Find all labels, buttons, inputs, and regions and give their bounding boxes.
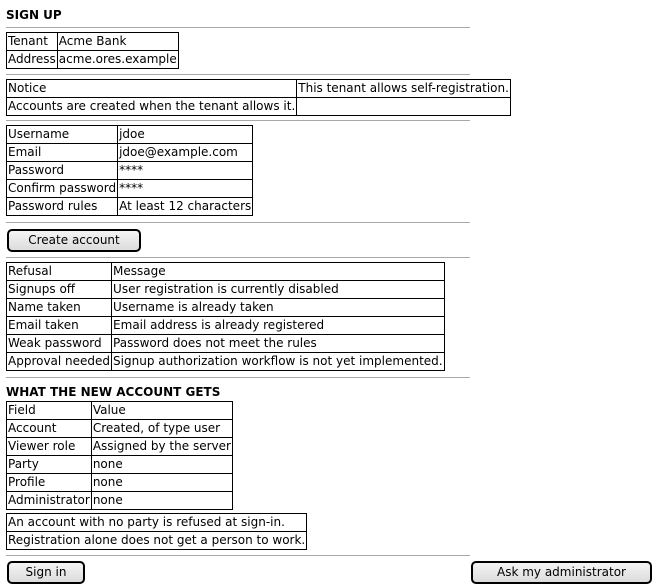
field-cell: Viewer role (7, 438, 92, 456)
password-field[interactable]: **** (118, 162, 253, 180)
note-cell: An account with no party is refused at sign-in. (7, 514, 307, 532)
message-cell: Signup authorization workflow is not yet implemented. (112, 353, 445, 371)
column-header: Field (7, 402, 92, 420)
message-cell: Username is already taken (112, 299, 445, 317)
column-header: Message (112, 263, 445, 281)
email-field[interactable]: jdoe@example.com (118, 144, 253, 162)
password-rules-label: Password rules (7, 198, 118, 216)
username-field[interactable]: jdoe (118, 126, 253, 144)
form-row (7, 144, 253, 162)
notice-empty-cell (297, 98, 511, 116)
value-cell: Assigned by the server (91, 438, 232, 456)
table-row (7, 492, 233, 510)
tenant-table (6, 32, 179, 69)
table-row (7, 281, 445, 299)
divider (6, 257, 470, 258)
password-rules-value: At least 12 characters (118, 198, 253, 216)
divider (6, 74, 470, 75)
username-label: Username (7, 126, 118, 144)
signup-form (6, 125, 253, 216)
email-label: Email (7, 144, 118, 162)
value-cell: none (91, 492, 232, 510)
table-row (7, 51, 179, 69)
address-value: acme.ores.example (57, 51, 178, 69)
divider (6, 27, 470, 28)
message-cell: Password does not meet the rules (112, 335, 445, 353)
divider (6, 120, 470, 121)
password-label: Password (7, 162, 118, 180)
confirm-password-label: Confirm password (7, 180, 118, 198)
message-cell: User registration is currently disabled (112, 281, 445, 299)
field-cell: Profile (7, 474, 92, 492)
notice-body: Accounts are created when the tenant allows it. (7, 98, 297, 116)
column-header: Refusal (7, 263, 112, 281)
table-row (7, 317, 445, 335)
refusal-cell: Email taken (7, 317, 112, 335)
ask-administrator-button[interactable]: Ask my administrator (471, 561, 652, 584)
note-cell: Registration alone does not get a person to work. (7, 532, 307, 550)
refusal-cell: Signups off (7, 281, 112, 299)
table-row (7, 420, 233, 438)
value-cell: none (91, 456, 232, 474)
field-cell: Party (7, 456, 92, 474)
message-cell: Email address is already registered (112, 317, 445, 335)
tenant-value: Acme Bank (57, 33, 178, 51)
table-row (7, 456, 233, 474)
refusals-table (6, 262, 445, 371)
field-cell: Account (7, 420, 92, 438)
table-row (7, 474, 233, 492)
page-title: SIGN UP (6, 8, 62, 22)
notice-header: Notice (7, 80, 297, 98)
table-row (7, 532, 307, 550)
address-label: Address (7, 51, 58, 69)
account-notes (6, 513, 307, 550)
divider (6, 377, 470, 378)
form-row (7, 180, 253, 198)
refusal-cell: Name taken (7, 299, 112, 317)
confirm-password-field[interactable]: **** (118, 180, 253, 198)
table-header-row (7, 263, 445, 281)
section-title: WHAT THE NEW ACCOUNT GETS (6, 385, 221, 399)
create-account-button[interactable]: Create account (7, 229, 141, 252)
value-cell: none (91, 474, 232, 492)
sign-in-button[interactable]: Sign in (7, 561, 85, 584)
tenant-label: Tenant (7, 33, 58, 51)
field-cell: Administrator (7, 492, 92, 510)
account-table (6, 401, 233, 510)
refusal-cell: Weak password (7, 335, 112, 353)
form-row (7, 198, 253, 216)
refusal-cell: Approval needed (7, 353, 112, 371)
value-cell: Created, of type user (91, 420, 232, 438)
table-row (7, 98, 511, 116)
form-row (7, 162, 253, 180)
table-row (7, 80, 511, 98)
table-row (7, 353, 445, 371)
form-row (7, 126, 253, 144)
table-row (7, 438, 233, 456)
table-header-row (7, 402, 233, 420)
column-header: Value (91, 402, 232, 420)
table-row (7, 335, 445, 353)
divider (6, 222, 470, 223)
notice-side-text: This tenant allows self-registration. (297, 80, 511, 98)
notice-table (6, 79, 511, 116)
divider (6, 555, 470, 556)
table-row (7, 299, 445, 317)
table-row (7, 514, 307, 532)
table-row (7, 33, 179, 51)
